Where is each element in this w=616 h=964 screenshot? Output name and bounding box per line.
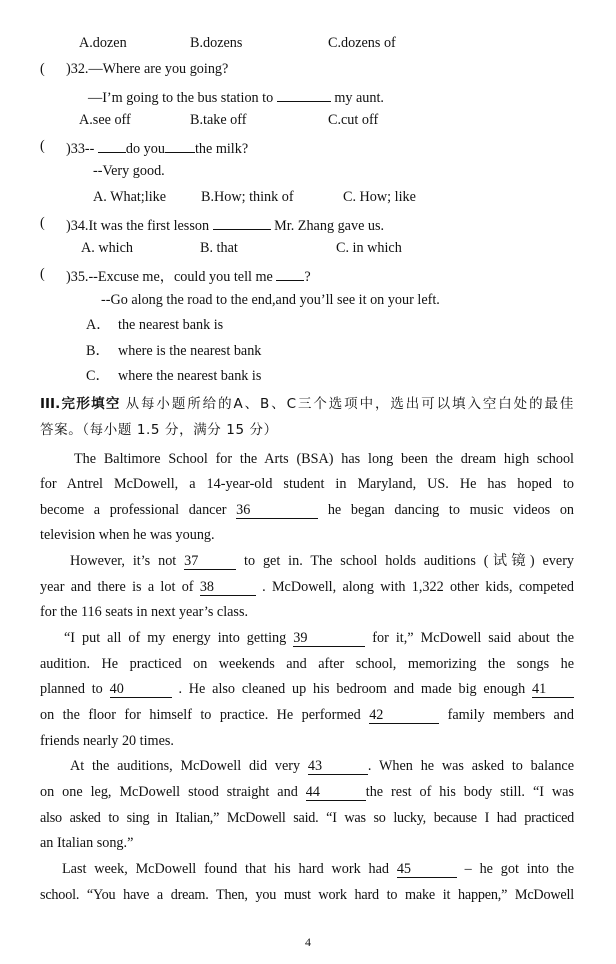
- passage-text: on one leg, McDowell stood straight and: [40, 784, 298, 800]
- passage-line: for the 116 seats in next year’s class.: [40, 604, 249, 620]
- blank-42[interactable]: 42: [369, 708, 439, 724]
- q35-option-c-letter: C．: [86, 368, 110, 384]
- passage-text: the rest of his body still. “I was: [365, 784, 574, 800]
- q34-option-c: C. in which: [336, 240, 402, 256]
- passage-line: also asked to sing in Italian,” McDowell said. “I was so lucky, because I had practiced: [40, 810, 574, 826]
- q31-option-a: A.dozen: [79, 35, 127, 51]
- q35-option-c-text: where the nearest bank is: [118, 368, 262, 384]
- passage-text: become a professional dancer: [40, 502, 227, 518]
- q35-option-b-letter: B．: [86, 343, 110, 359]
- passage-line: The Baltimore School for the Arts (BSA) has long been the dream high school: [74, 451, 574, 467]
- passage-text: on the floor for himself to practice. He performed: [40, 707, 361, 723]
- passage-line: [40, 706, 574, 724]
- passage-text: planned to: [40, 681, 103, 697]
- passage-text: year and there is a lot of: [40, 579, 194, 595]
- passage-text: . McDowell, along with 1,322 other kids, competed: [262, 579, 575, 595]
- q35-reply: --Go along the road to the end,and you’ll see it on your left.: [101, 292, 440, 308]
- q33-part-a: )33--: [66, 141, 95, 157]
- passage-line: [40, 501, 574, 519]
- passage-line: school. “You have a dream. Then, you must work hard to make it happen,” McDowell: [40, 887, 574, 903]
- q32-bracket: (: [40, 61, 45, 77]
- section-3-heading: [40, 395, 574, 413]
- passage-text: for it,” McDowell said about the: [372, 630, 575, 646]
- q34-bracket: (: [40, 215, 45, 231]
- section-3-instruction-2: 答案。（每小题 1.5 分，满分 15 分）: [40, 422, 278, 438]
- passage-text: “I put all of my energy into getting: [64, 630, 287, 646]
- passage-text: to get in. The school holds auditions (试镜) every: [244, 553, 575, 569]
- blank-37[interactable]: 37: [184, 554, 236, 570]
- q32-reply: [88, 86, 384, 107]
- passage-line: [70, 757, 574, 775]
- q35-option-a-letter: A．: [86, 317, 111, 333]
- q33-reply: --Very good.: [93, 163, 165, 179]
- q35-question: [66, 265, 311, 286]
- blank-44[interactable]: 44: [306, 785, 366, 801]
- q32-option-c: C.cut off: [328, 112, 379, 128]
- passage-line: television when he was young.: [40, 527, 215, 543]
- q34-part-b: Mr. Zhang gave us.: [274, 218, 385, 234]
- page-number: 4: [305, 935, 311, 949]
- passage-line: [70, 552, 574, 570]
- q31-option-c: C.dozens of: [328, 35, 396, 51]
- passage-text: . When he was asked to balance: [367, 758, 575, 774]
- passage-text: However, it’s not: [70, 553, 177, 569]
- blank-45[interactable]: 45: [397, 862, 457, 878]
- q34-answer-blank[interactable]: [213, 214, 271, 230]
- passage-text: he began dancing to music videos on: [327, 502, 575, 518]
- q35-option-b-text: where is the nearest bank: [118, 343, 262, 359]
- q35-answer-blank[interactable]: [276, 265, 304, 281]
- q33-option-a: A. What;like: [93, 189, 167, 205]
- blank-43[interactable]: 43: [308, 759, 368, 775]
- section-3-title: III.完形填空: [40, 396, 121, 412]
- passage-text: Last week, McDowell found that his hard work had: [62, 861, 389, 877]
- passage-text: family members and: [447, 707, 575, 723]
- q34-option-b: B. that: [200, 240, 238, 256]
- passage-line: [62, 860, 574, 878]
- passage-text: – he got into the: [464, 861, 574, 877]
- q35-part-b: ?: [304, 269, 311, 285]
- passage-line: [40, 578, 574, 596]
- passage-line: [40, 680, 574, 698]
- section-3-instruction-1: 从每小题所给的A、B、C三个选项中，选出可以填入空白处的最佳: [125, 396, 575, 412]
- q32-reply-part-b: my aunt.: [334, 90, 384, 106]
- q33-bracket: (: [40, 138, 45, 154]
- q33-option-c: C. How; like: [343, 189, 416, 205]
- q35-part-a: )35.--Excuse me，could you tell me: [66, 269, 273, 285]
- passage-line: [40, 783, 574, 801]
- q33-answer-blank-2[interactable]: [165, 137, 195, 153]
- q34-option-a: A. which: [81, 240, 134, 256]
- q32-question: )32.—Where are you going?: [66, 61, 229, 77]
- q33-option-b: B.How; think of: [201, 189, 294, 205]
- blank-36[interactable]: 36: [236, 503, 318, 519]
- q35-bracket: (: [40, 266, 45, 282]
- blank-40[interactable]: 40: [110, 682, 172, 698]
- q34-question: [66, 214, 384, 235]
- q35-option-a-text: the nearest bank is: [118, 317, 224, 333]
- passage-line: audition. He practiced on weekends and after school, memorizing the songs he: [40, 656, 574, 672]
- q31-option-b: B.dozens: [190, 35, 243, 51]
- q34-part-a: )34.It was the first lesson: [66, 218, 210, 234]
- blank-41[interactable]: 41: [532, 682, 574, 698]
- q33-part-b: do you: [125, 141, 165, 157]
- passage-text: At the auditions, McDowell did very: [70, 758, 301, 774]
- passage-line: friends nearly 20 times.: [40, 733, 174, 749]
- blank-39[interactable]: 39: [293, 631, 365, 647]
- q33-part-c: the milk?: [194, 141, 249, 157]
- q33-answer-blank-1[interactable]: [98, 137, 126, 153]
- q33-question: [66, 137, 248, 158]
- passage-text: . He also cleaned up his bedroom and made big enough: [178, 681, 526, 697]
- passage-line: for Antrel McDowell, a 14-year-old student in Maryland, US. He has hoped to: [40, 476, 574, 492]
- q32-reply-part-a: —I’m going to the bus station to: [88, 90, 274, 106]
- blank-38[interactable]: 38: [200, 580, 256, 596]
- q32-option-b: B.take off: [190, 112, 247, 128]
- passage-line: an Italian song.”: [40, 835, 134, 851]
- q32-answer-blank[interactable]: [277, 86, 331, 102]
- passage-line: [64, 629, 574, 647]
- q32-option-a: A.see off: [79, 112, 131, 128]
